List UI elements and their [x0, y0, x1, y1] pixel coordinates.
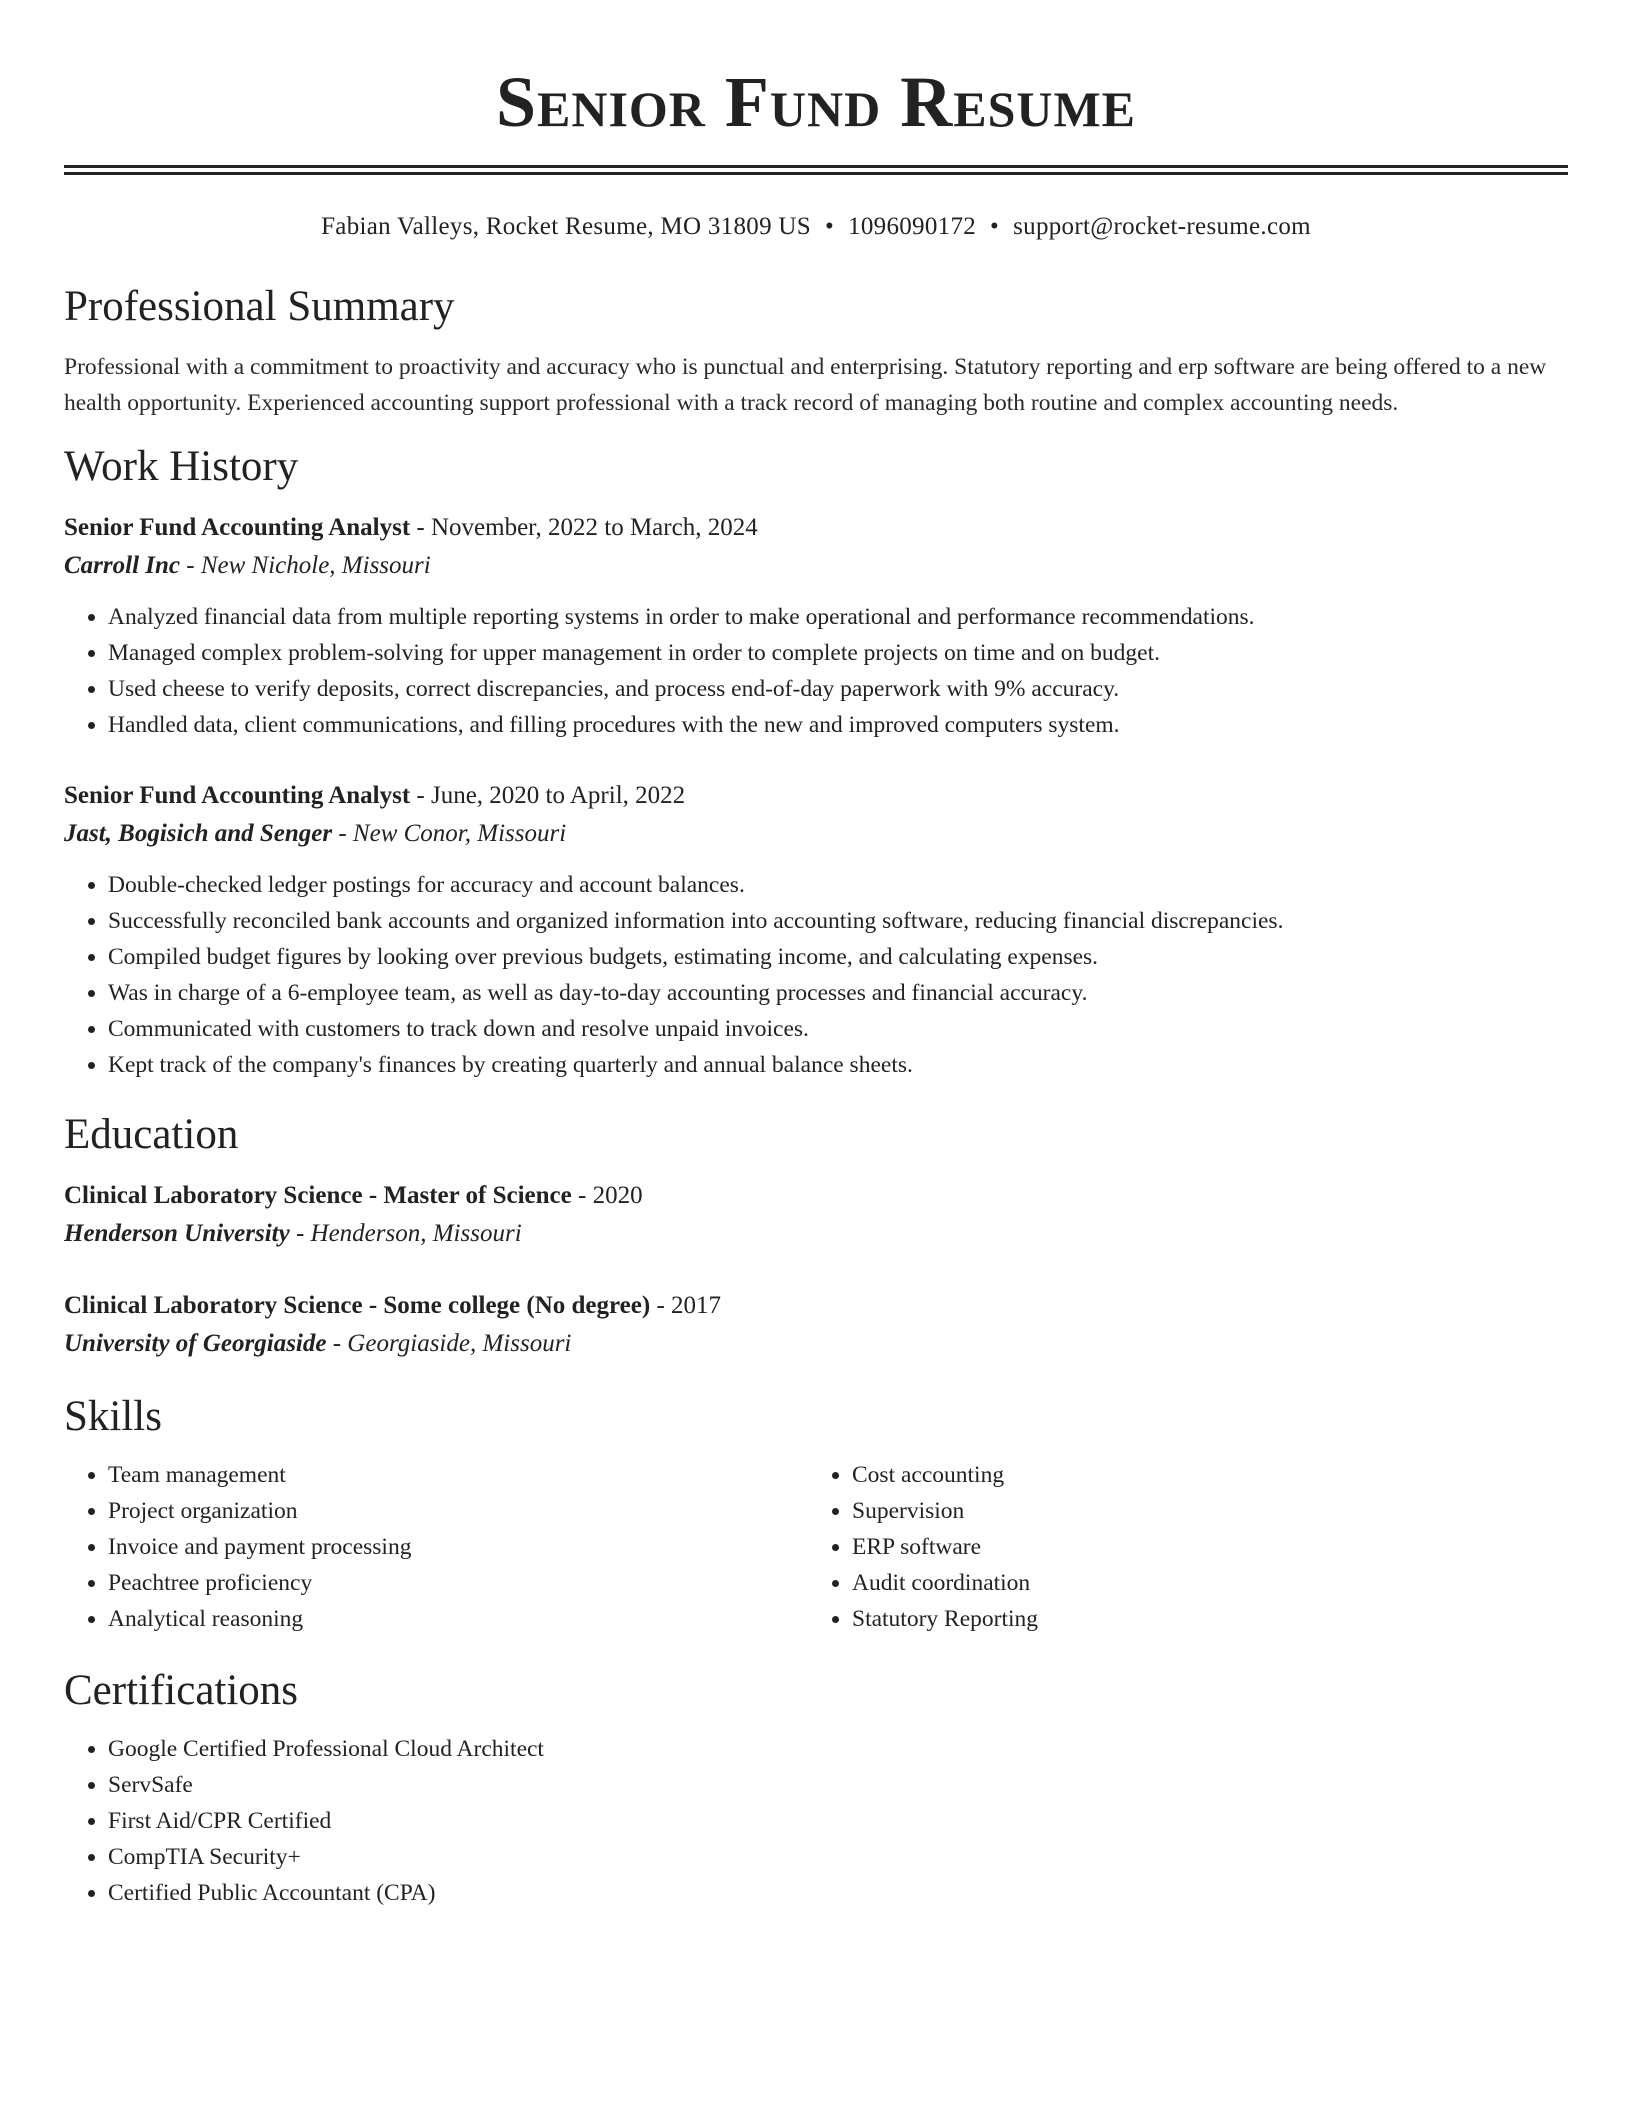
school-location: - Henderson, Missouri [289, 1220, 522, 1247]
education-entry [64, 1287, 1568, 1363]
list-item: • Successfully reconciled bank accounts and organized information into accounting software, reducing financial discrepancies. [108, 903, 1568, 939]
job-location: - New Nichole, Missouri [180, 552, 431, 579]
list-item: • Team management [108, 1457, 808, 1493]
degree: Clinical Laboratory Science - Some college (No degree) [64, 1292, 651, 1319]
list-item: • Kept track of the company's finances by creating quarterly and annual balance sheets. [108, 1047, 1568, 1083]
job-dates: - November, 2022 to March, 2024 [410, 514, 758, 541]
list-item: • Audit coordination [852, 1565, 1568, 1601]
job-title: Senior Fund Accounting Analyst [64, 514, 411, 541]
job-location: - New Conor, Missouri [332, 820, 567, 847]
certifications-heading: Certifications [64, 1667, 299, 1714]
list-item: • Project organization [108, 1493, 808, 1529]
job-title: Senior Fund Accounting Analyst [64, 782, 411, 809]
list-item: • Cost accounting [852, 1457, 1568, 1493]
degree-line [64, 1287, 1568, 1325]
job-bullets [64, 867, 1568, 1083]
skills-heading: Skills [64, 1393, 162, 1440]
list-item: • Google Certified Professional Cloud Architect [108, 1731, 1568, 1767]
list-item: • Certified Public Accountant (CPA) [108, 1875, 1568, 1911]
job-company-line [64, 547, 1568, 585]
list-item: • Peachtree proficiency [108, 1565, 808, 1601]
school-line [64, 1215, 1568, 1253]
summary-text: Professional with a commitment to proactivity and accuracy who is punctual and enterprising. Statutory reporting and erp software are being offered to a new health opportunity. Experienced accounting support professional with a track record of managing both routine and complex accounting needs. [64, 354, 1547, 416]
education-entry [64, 1177, 1568, 1253]
job-bullets [64, 599, 1568, 743]
job-title-line [64, 509, 1568, 547]
list-item: • Handled data, client communications, and filling procedures with the new and improved computers system. [108, 707, 1568, 743]
resume-title: Senior Fund Resume [495, 62, 1137, 142]
list-item: • ERP software [852, 1529, 1568, 1565]
work-history-heading: Work History [64, 443, 299, 490]
degree-line [64, 1177, 1568, 1215]
job-dates: - June, 2020 to April, 2022 [410, 782, 686, 809]
list-item: • Compiled budget figures by looking over previous budgets, estimating income, and calculating expenses. [108, 939, 1568, 975]
education-heading: Education [64, 1111, 239, 1158]
summary-heading: Professional Summary [64, 283, 455, 330]
list-item: • Communicated with customers to track down and resolve unpaid invoices. [108, 1011, 1568, 1047]
contact-line [64, 211, 1568, 243]
job-company: Jast, Bogisich and Senger [64, 820, 333, 847]
school-line [64, 1325, 1568, 1363]
list-item: • Double-checked ledger postings for accuracy and account balances. [108, 867, 1568, 903]
job-company-line [64, 815, 1568, 853]
list-item: • Supervision [852, 1493, 1568, 1529]
job-company: Carroll Inc [64, 552, 181, 579]
skills-list-right [808, 1457, 1568, 1637]
degree-year: - 2020 [571, 1182, 643, 1209]
contact-phone: 1096090172 [848, 213, 977, 240]
list-item: • Analyzed financial data from multiple reporting systems in order to make operational and performance recommendations. [108, 599, 1568, 635]
school-name: University of Georgiaside [64, 1330, 327, 1357]
list-item: • Statutory Reporting [852, 1601, 1568, 1637]
job-entry [64, 777, 1568, 1083]
list-item: • CompTIA Security+ [108, 1839, 1568, 1875]
contact-separator: • [990, 213, 1000, 240]
skills-columns [64, 1457, 1568, 1637]
list-item: • Used cheese to verify deposits, correct discrepancies, and process end-of-day paperwork with 9% accuracy. [108, 671, 1568, 707]
list-item: • Analytical reasoning [108, 1601, 808, 1637]
list-item: • Was in charge of a 6-employee team, as well as day-to-day accounting processes and financial accuracy. [108, 975, 1568, 1011]
title-double-rule [64, 165, 1568, 175]
skills-list-left [64, 1457, 808, 1637]
school-location: - Georgiaside, Missouri [326, 1330, 572, 1357]
list-item: • ServSafe [108, 1767, 1568, 1803]
degree: Clinical Laboratory Science - Master of Science [64, 1182, 572, 1209]
school-name: Henderson University [64, 1220, 290, 1247]
job-title-line [64, 777, 1568, 815]
contact-email: support@rocket-resume.com [1013, 213, 1311, 240]
list-item: • Invoice and payment processing [108, 1529, 808, 1565]
list-item: • First Aid/CPR Certified [108, 1803, 1568, 1839]
contact-separator: • [824, 213, 835, 240]
job-entry [64, 509, 1568, 743]
degree-year: - 2017 [650, 1292, 722, 1319]
certifications-list [64, 1731, 1568, 1911]
contact-address: Fabian Valleys, Rocket Resume, MO 31809 US [321, 213, 811, 240]
list-item: • Managed complex problem-solving for upper management in order to complete projects on time and on budget. [108, 635, 1568, 671]
